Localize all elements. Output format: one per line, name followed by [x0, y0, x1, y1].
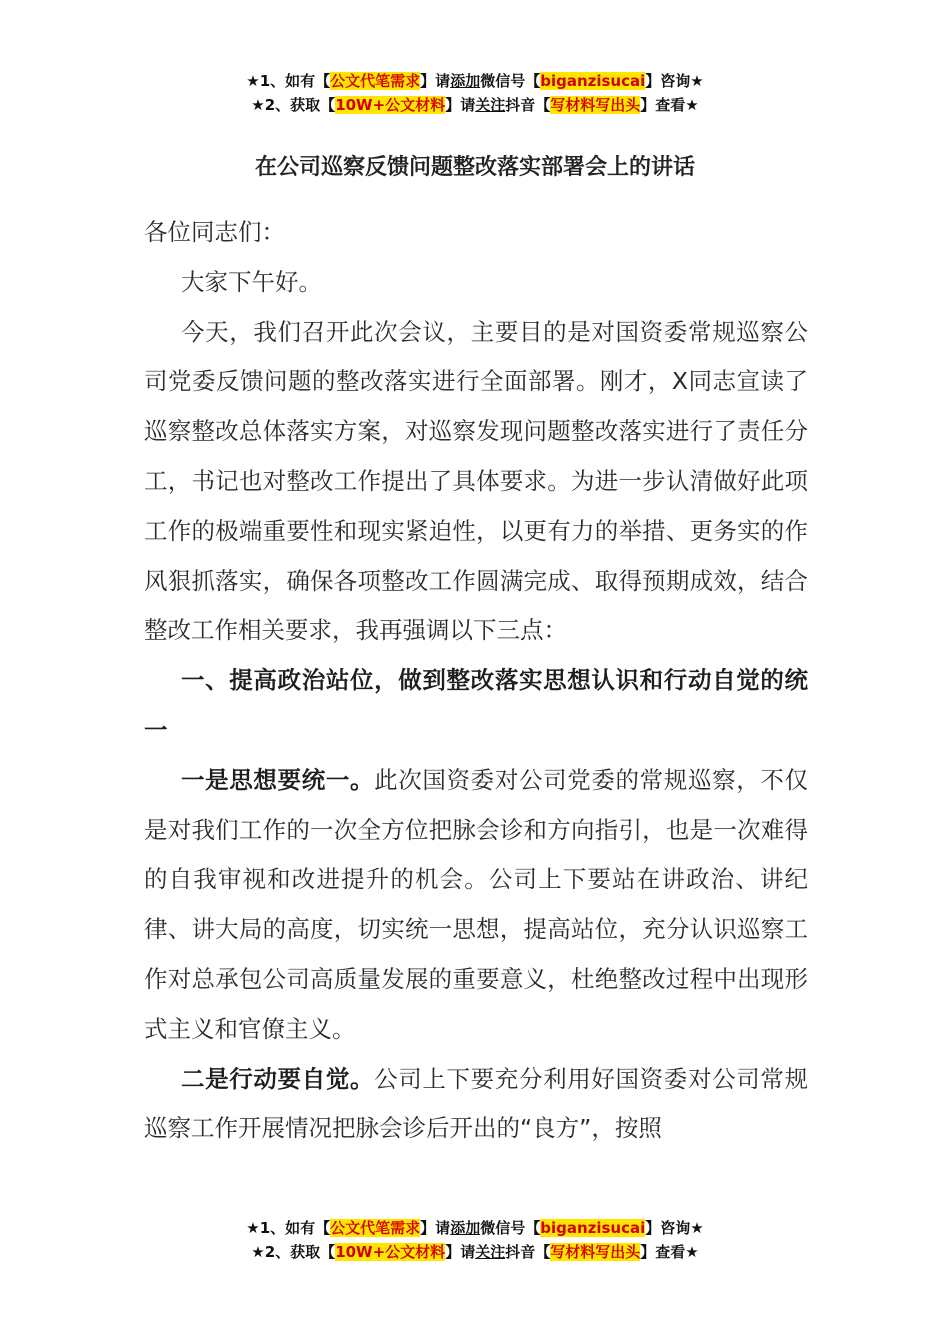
promo-highlight: 10W+公文材料	[335, 1243, 446, 1261]
promo-highlight: 公文代笔需求	[330, 72, 421, 90]
salutation: 各位同志们：	[144, 218, 285, 246]
section-heading-1: 一、提高政治站位，做到整改落实思想认识和行动自觉的统一	[144, 666, 808, 744]
point-paragraph-1: 一是思想要统一。此次国资委对公司党委的常规巡察，不仅是对我们工作的一次全方位把脉会诊和方向指引，也是一次难得的自我审视和改进提升的机会。公司上下要站在讲政治、讲纪律、讲大局的高度，切实统一思想，提高站位，充分认识巡察工作对总承包公司高质量发展的重要意义，杜绝整改过程中出现形式主义和官僚主义。	[144, 765, 809, 1043]
promo-line-2: ★2、获取【10W+公文材料】请关注抖音【写材料写出头】查看★	[251, 96, 699, 114]
point-lead-2: 二是行动要自觉。	[181, 1064, 375, 1093]
intro-paragraph: 今天，我们召开此次会议，主要目的是对国资委常规巡察公司党委反馈问题的整改落实进行全面部署。刚才，X同志宣读了巡察整改总体落实方案，对巡察发现问题整改落实进行了责任分工，书记也对整改工作提出了具体要求。为进一步认清做好此项工作的极端重要性和现实紧迫性，以更有力的举措、更务实的作风狠抓落实，确保各项整改工作圆满完成、取得预期成效，结合整改工作相关要求，我再强调以下三点：	[144, 317, 808, 645]
document-body	[144, 208, 808, 1154]
promo-highlight: 写材料写出头	[550, 1243, 641, 1261]
promo-highlight: 写材料写出头	[550, 96, 641, 114]
promo-highlight: 10W+公文材料	[335, 96, 446, 114]
promo-line-2: ★2、获取【10W+公文材料】请关注抖音【写材料写出头】查看★	[251, 1243, 699, 1261]
promo-highlight: 公文代笔需求	[330, 1219, 421, 1237]
point-lead-1: 一是思想要统一。	[181, 765, 375, 794]
header-promo-banner	[0, 69, 950, 117]
footer-promo-banner	[0, 1216, 950, 1264]
promo-highlight: biganzisucai	[540, 72, 646, 90]
point-paragraph-2: 二是行动要自觉。公司上下要充分利用好国资委对公司常规巡察工作开展情况把脉会诊后开出的“良方”，按照	[144, 1064, 809, 1143]
promo-line-1: ★1、如有【公文代笔需求】请添加微信号【biganzisucai】咨询★	[246, 1219, 704, 1237]
document-title: 在公司巡察反馈问题整改落实部署会上的讲话	[254, 155, 695, 180]
greeting: 大家下午好。	[181, 267, 322, 296]
promo-highlight: biganzisucai	[540, 1219, 646, 1237]
promo-line-1: ★1、如有【公文代笔需求】请添加微信号【biganzisucai】咨询★	[246, 72, 704, 90]
